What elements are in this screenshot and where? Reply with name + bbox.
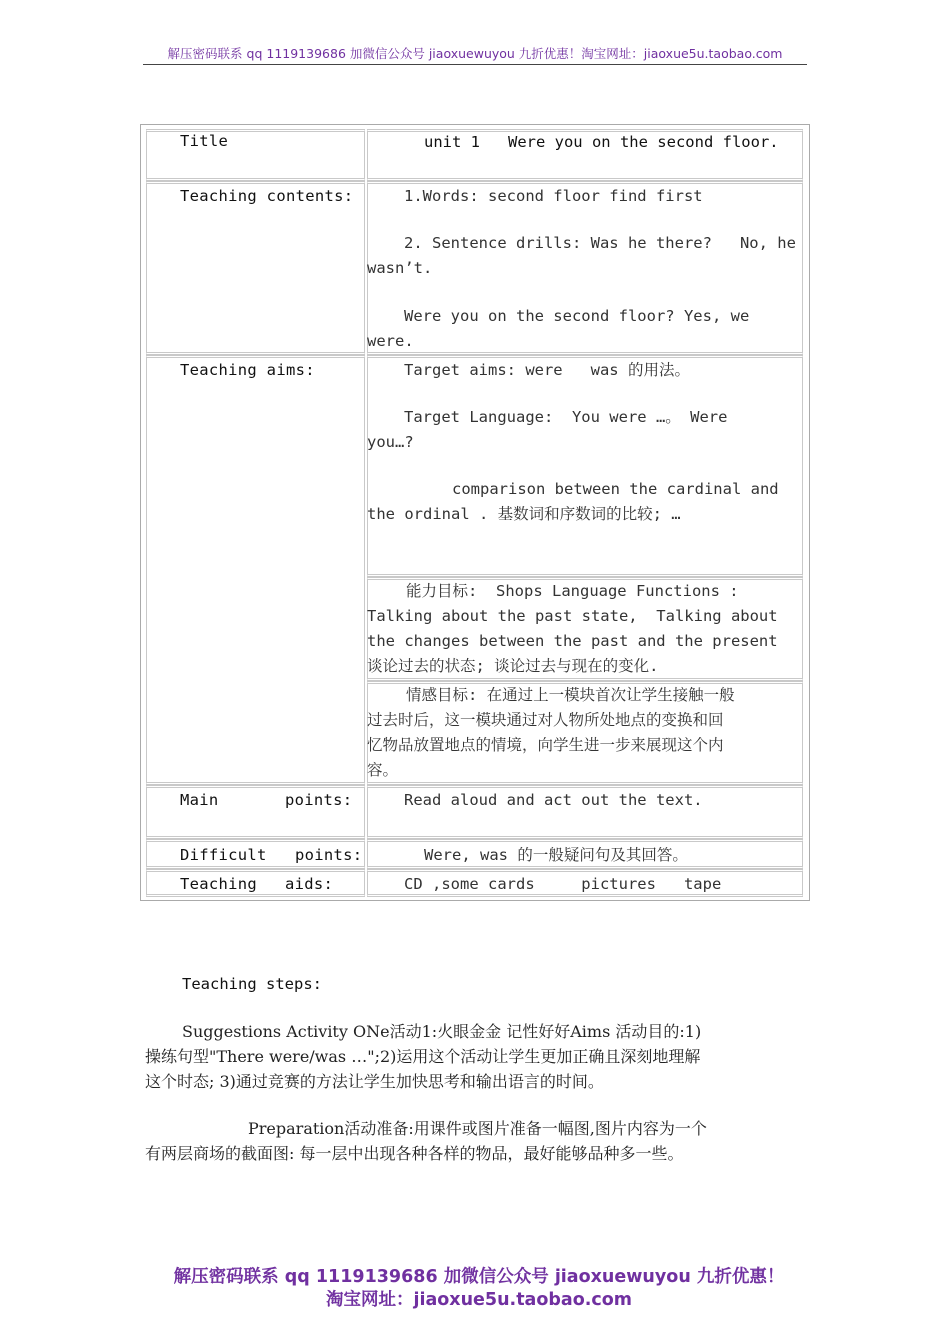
contents-label-cell [146,181,365,355]
aids-value: CD ,some cards pictures tape [404,875,722,893]
aids-label-b: aids: [285,875,334,893]
steps-heading: Teaching steps: [182,975,322,993]
para1-line-a: Suggestions Activity ONe活动1:火眼金金 记性好好Aims 活动目的:1) [182,1022,702,1041]
emotion-line-c: 忆物品放置地点的情境，向学生进一步来展现这个内 [367,736,724,754]
emotion-line-b: 过去时后，这一模块通过对人物所处地点的变换和回 [367,711,724,729]
title-label: Title [180,132,229,150]
difficult-label-a: Difficult [180,846,267,864]
footer-line-1: 解压密码联系 qq 1119139686 加微信公众号 jiaoxuewuyou 九折优惠！ [173,1267,785,1287]
contents-line-2b: wasn’t. [367,259,433,277]
difficult-value: Were, was 的一般疑问句及其回答。 [424,846,688,864]
main-label-b: points: [285,791,353,809]
contents-label: Teaching contents: [180,187,354,205]
para1-line-b: 操练句型"There were/was …";2)运用这个活动让学生更加正确且深刻地理解 [145,1047,701,1066]
title-label-cell [146,129,365,181]
contents-line-2a: 2. Sentence drills: Was he there? No, he [404,234,796,252]
aims-line-3a: comparison between the cardinal and [452,480,779,498]
ability-line-a: 能力目标: Shops Language Functions : [406,582,739,600]
main-value: Read aloud and act out the text. [404,791,703,809]
title-value: unit 1 Were you on the second floor. [424,133,779,151]
aims-label: Teaching aims: [180,361,315,379]
ability-line-c: the changes between the past and the present [367,632,778,650]
para2-line-a: Preparation活动准备:用课件或图片准备一幅图,图片内容为一个 [248,1119,707,1138]
para2-line-b: 有两层商场的截面图: 每一层中出现各种各样的物品，最好能够品种多一些。 [145,1144,684,1163]
emotion-line-a: 情感目标: 在通过上一模块首次让学生接触一般 [406,686,735,704]
aims-line-3b: the ordinal . 基数词和序数词的比较; … [367,505,681,523]
aims-target-cell [367,355,803,577]
para1-line-c: 这个时态; 3)通过竞赛的方法让学生加快思考和输出语言的时间。 [145,1072,604,1091]
contents-line-3a: Were you on the second floor? Yes, we [404,307,750,325]
contents-line-3b: were. [367,332,414,350]
aims-line-2b: you…? [367,433,414,451]
aims-line-1: Target aims: were was 的用法。 [404,361,690,379]
emotion-line-d: 容。 [367,761,399,779]
ability-line-d: 谈论过去的状态; 谈论过去与现在的变化. [367,657,659,675]
contents-line-1: 1.Words: second floor find first [404,187,703,205]
footer-line-2: 淘宝网址：jiaoxue5u.taobao.com [325,1290,633,1310]
difficult-label-b: points: [295,846,363,864]
aids-label-a: Teaching [180,875,258,893]
ability-line-b: Talking about the past state, Talking about [367,607,778,625]
header-watermark: 解压密码联系 qq 1119139686 加微信公众号 jiaoxuewuyou 九折优惠！淘宝网址：jiaoxue5u.taobao.com [143,44,807,65]
aims-line-2a: Target Language: You were …。 Were [404,408,728,426]
main-label-a: Main [180,791,219,809]
aims-label-cell [146,355,365,785]
